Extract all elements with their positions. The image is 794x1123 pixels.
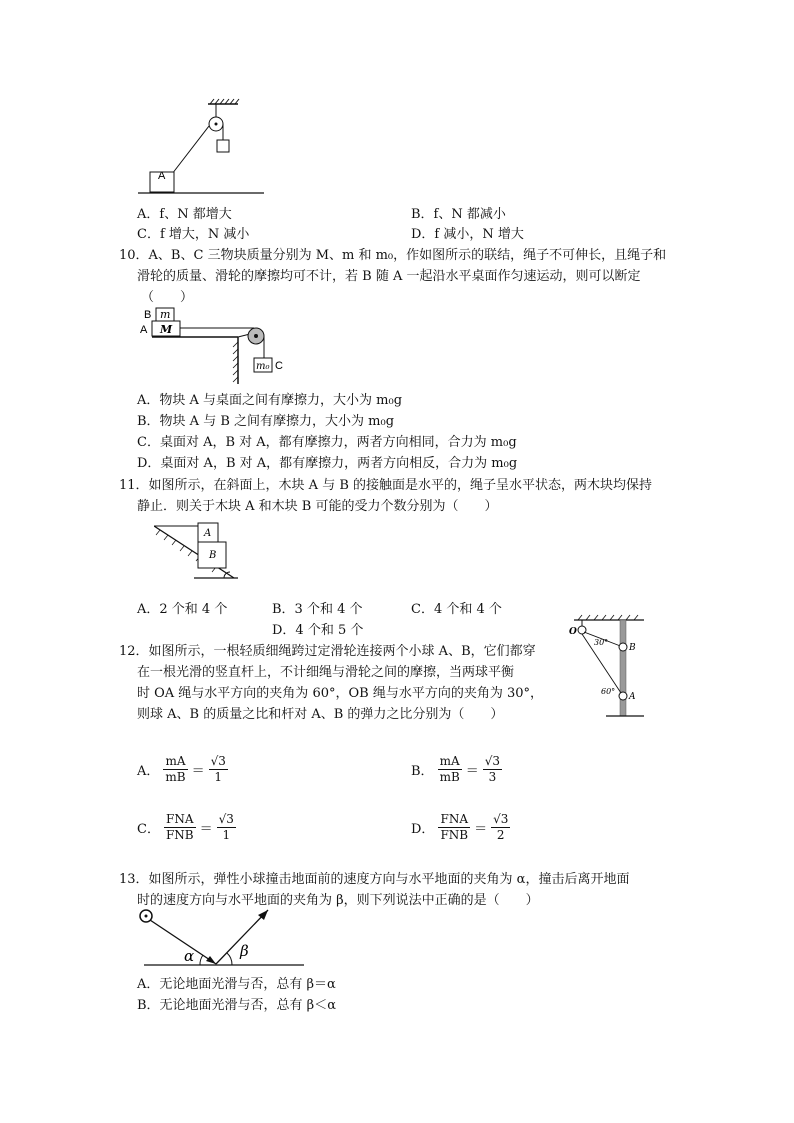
q12-fig-angle60: 60° — [601, 687, 616, 696]
q12-fig-b: B — [629, 643, 636, 653]
q12-fig-angle30: 30° — [594, 638, 609, 647]
q10-option-a: A．物块 A 与桌面之间有摩擦力，大小为 m₀g — [137, 393, 403, 408]
q11-option-c: C．4 个和 4 个 — [411, 602, 502, 617]
q11-option-d: D．4 个和 5 个 — [272, 623, 364, 638]
q9-option-a: A．f、N 都增大 — [137, 207, 232, 222]
q13-figure — [136, 906, 308, 970]
q10-stem-line1: 10．A、B、C 三物块质量分别为 M、m 和 m₀，作如图所示的联结，绳子不可伸长，且绳子和 — [119, 248, 667, 263]
q11-figure — [154, 518, 240, 584]
q12-option-b-lhs: $\frac{mA}{mB}$ — [439, 754, 460, 784]
q12-option-c-rhs: $\frac{√3}{1}$ — [218, 812, 234, 842]
q10-figure — [136, 306, 296, 386]
q10-stem-line3: （ ） — [141, 290, 194, 305]
q9-option-d: D．f 减小，N 增大 — [411, 227, 524, 242]
q12-fig-a: A — [629, 692, 636, 702]
q9-option-b: B．f、N 都减小 — [411, 207, 506, 222]
q12-option-a-lhs: $\frac{mA}{mB}$ — [165, 754, 186, 784]
q9-figure — [138, 96, 268, 200]
q10-fig-m: m — [160, 308, 171, 321]
q9-option-c: C．f 增大，N 减小 — [137, 227, 250, 242]
q12-stem-line2: 在一根光滑的竖直杆上，不计细绳与滑轮之间的摩擦，当两球平衡 — [137, 665, 515, 680]
q12-fig-o: O — [569, 627, 577, 637]
q10-fig-c: C — [275, 360, 283, 372]
q12-option-d-lhs: $\frac{\text{FNA}}{\text{FNB}}$ — [440, 812, 469, 842]
q10-fig-m0: m₀ — [256, 361, 270, 372]
q10-fig-b: B — [144, 309, 152, 321]
q12-option-c-prefix: C． — [137, 822, 160, 837]
q12-option-b-rhs: $\frac{√3}{3}$ — [484, 754, 501, 784]
q11-option-a: A．2 个和 4 个 — [137, 602, 228, 617]
q12-option-b: B． $\frac{mA}{mB}$ ＝ $\frac{√3}{3}$ — [411, 754, 501, 784]
q12-stem-line4: 则球 A、B 的质量之比和杆对 A、B 的弹力之比分别为（ ） — [137, 707, 504, 722]
q13-fig-alpha: α — [184, 947, 195, 965]
q11-stem-line1: 11．如图所示，在斜面上，木块 A 与 B 的接触面是水平的，绳子呈水平状态，两木块均保持 — [119, 478, 653, 493]
q12-option-a-rhs: $\frac{√3}{1}$ — [210, 754, 226, 784]
q12-option-d-rhs: $\frac{√3}{2}$ — [493, 812, 509, 842]
q12-figure — [566, 612, 648, 722]
q11-fig-b: B — [209, 550, 217, 561]
q10-option-b: B．物块 A 与 B 之间有摩擦力，大小为 m₀g — [137, 414, 395, 429]
q11-stem-line2: 静止．则关于木块 A 和木块 B 可能的受力个数分别为（ ） — [137, 499, 498, 514]
q9-fig-label-a: A — [158, 170, 166, 182]
q10-option-d: D．桌面对 A，B 对 A，都有摩擦力，两者方向相反，合力为 m₀g — [137, 456, 518, 471]
q11-option-b: B．3 个和 4 个 — [272, 602, 363, 617]
q13-stem-line1: 13．如图所示，弹性小球撞击地面前的速度方向与水平地面的夹角为 α，撞击后离开地面 — [119, 872, 630, 887]
q13-fig-beta: β — [240, 942, 249, 960]
q12-option-b-prefix: B． — [411, 764, 434, 779]
q12-option-a-prefix: A． — [137, 764, 160, 779]
q10-stem-line2: 滑轮的质量、滑轮的摩擦均可不计，若 B 随 A 一起沿水平桌面作匀速运动，则可以断定 — [137, 269, 641, 284]
q12-stem-line1: 12．如图所示，一根轻质细绳跨过定滑轮连接两个小球 A、B，它们都穿 — [119, 644, 536, 659]
q12-stem-line3: 时 OA 绳与水平方向的夹角为 60°，OB 绳与水平方向的夹角为 30°， — [137, 686, 544, 701]
q13-stem-line2: 时的速度方向与水平地面的夹角为 β，则下列说法中正确的是（ ） — [137, 893, 539, 908]
q12-option-c: C． $\frac{\text{FNA}}{\text{FNB}}$ ＝ $\frac{√3}{1}$ — [137, 812, 234, 842]
q12-option-d-prefix: D． — [411, 822, 435, 837]
q12-option-a: A． $\frac{mA}{mB}$ ＝ $\frac{√3}{1}$ — [137, 754, 226, 784]
q11-fig-a: A — [204, 528, 212, 539]
q12-option-d: D． $\frac{\text{FNA}}{\text{FNB}}$ ＝ $\frac{√3}{2}$ — [411, 812, 509, 842]
q13-option-a: A．无论地面光滑与否，总有 β＝α — [137, 977, 336, 992]
q10-fig-M: M — [160, 323, 173, 336]
q13-option-b: B．无论地面光滑与否，总有 β＜α — [137, 998, 336, 1013]
q10-option-c: C．桌面对 A，B 对 A，都有摩擦力，两者方向相同，合力为 m₀g — [137, 435, 517, 450]
q10-fig-a: A — [140, 324, 148, 336]
q12-option-c-lhs: $\frac{\text{FNA}}{\text{FNB}}$ — [165, 812, 194, 842]
